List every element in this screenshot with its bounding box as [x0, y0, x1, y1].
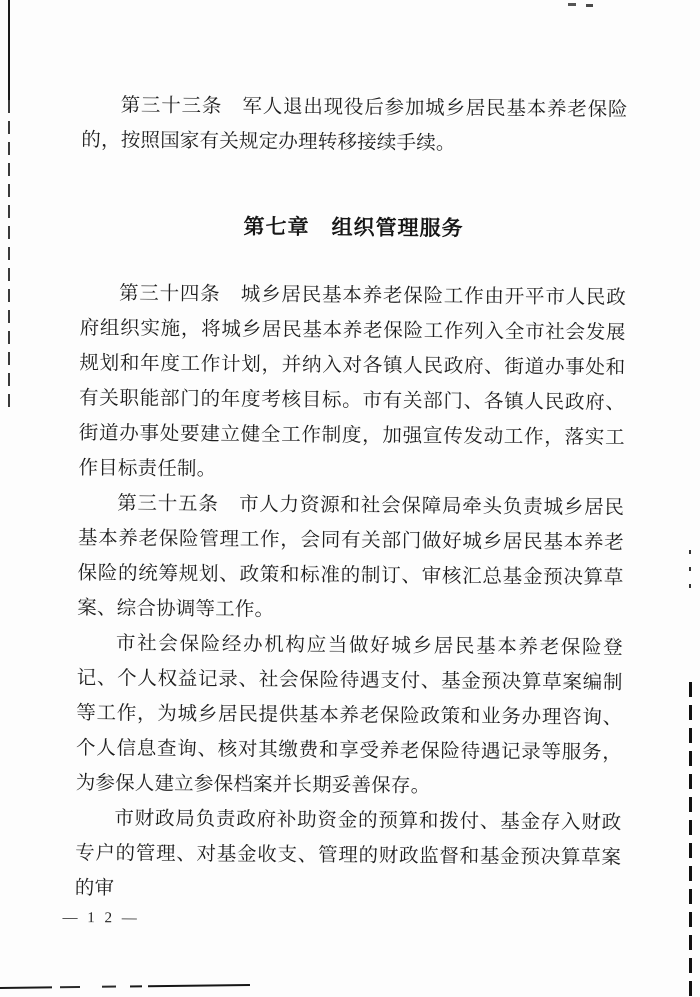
chapter-heading: 第七章 组织管理服务	[243, 215, 464, 241]
page-number: — 1 2 —	[62, 909, 140, 927]
paragraph-finance-bureau: 市财政局负责政府补助资金的预算和拨付、基金存入财政专户的管理、对基金收支、管理的财政监督和基金预决算草案的审	[74, 808, 622, 900]
document-body	[62, 88, 628, 933]
scan-artifact-right-line-dots	[689, 550, 691, 596]
paragraph-social-insurance-agency: 市社会保险经办机构应当做好城乡居民基本养老保险登记、个人权益记录、社会保险待遇支付、基金预决算草案编制等工作，为城乡居民提供基本养老保险政策和业务办理咨询、个人信息查询、核对其缴费和享受养老保险待遇记录等服务，为参保人建立参保档案并长期妥善保存。	[75, 633, 624, 798]
scan-artifact-bottom-line	[0, 984, 250, 989]
paragraph-article-33: 第三十三条 军人退出现役后参加城乡居民基本养老保险的，按照国家有关规定办理转移接续手续。	[81, 95, 628, 155]
scan-artifact-speck	[568, 3, 576, 6]
paragraph-article-34: 第三十四条 城乡居民基本养老保险工作由开平市人民政府组织实施，将城乡居民基本养老保险工作列入全市社会发展规划和年度工作计划，并纳入对各镇人民政府、街道办事处和有关职能部门的年度考核目标。市有关部门、各镇人民政府、街道办事处要建立健全工作制度，加强宣传发动工作，落实工作目标责任制。	[78, 283, 627, 481]
scan-artifact-left-line-dashed	[8, 100, 10, 412]
scan-artifact-speck	[586, 4, 593, 7]
paragraph-article-35: 第三十五条 市人力资源和社会保障局牵头负责城乡居民基本养老保险管理工作，会同有关部门做好城乡居民基本养老保险的统筹规划、政策和标准的制订、审核汇总基金预决算草案、综合协调等工作。	[77, 493, 625, 621]
scan-artifact-right-line-dashed	[689, 682, 692, 997]
scan-artifact-left-line-solid	[8, 0, 10, 100]
